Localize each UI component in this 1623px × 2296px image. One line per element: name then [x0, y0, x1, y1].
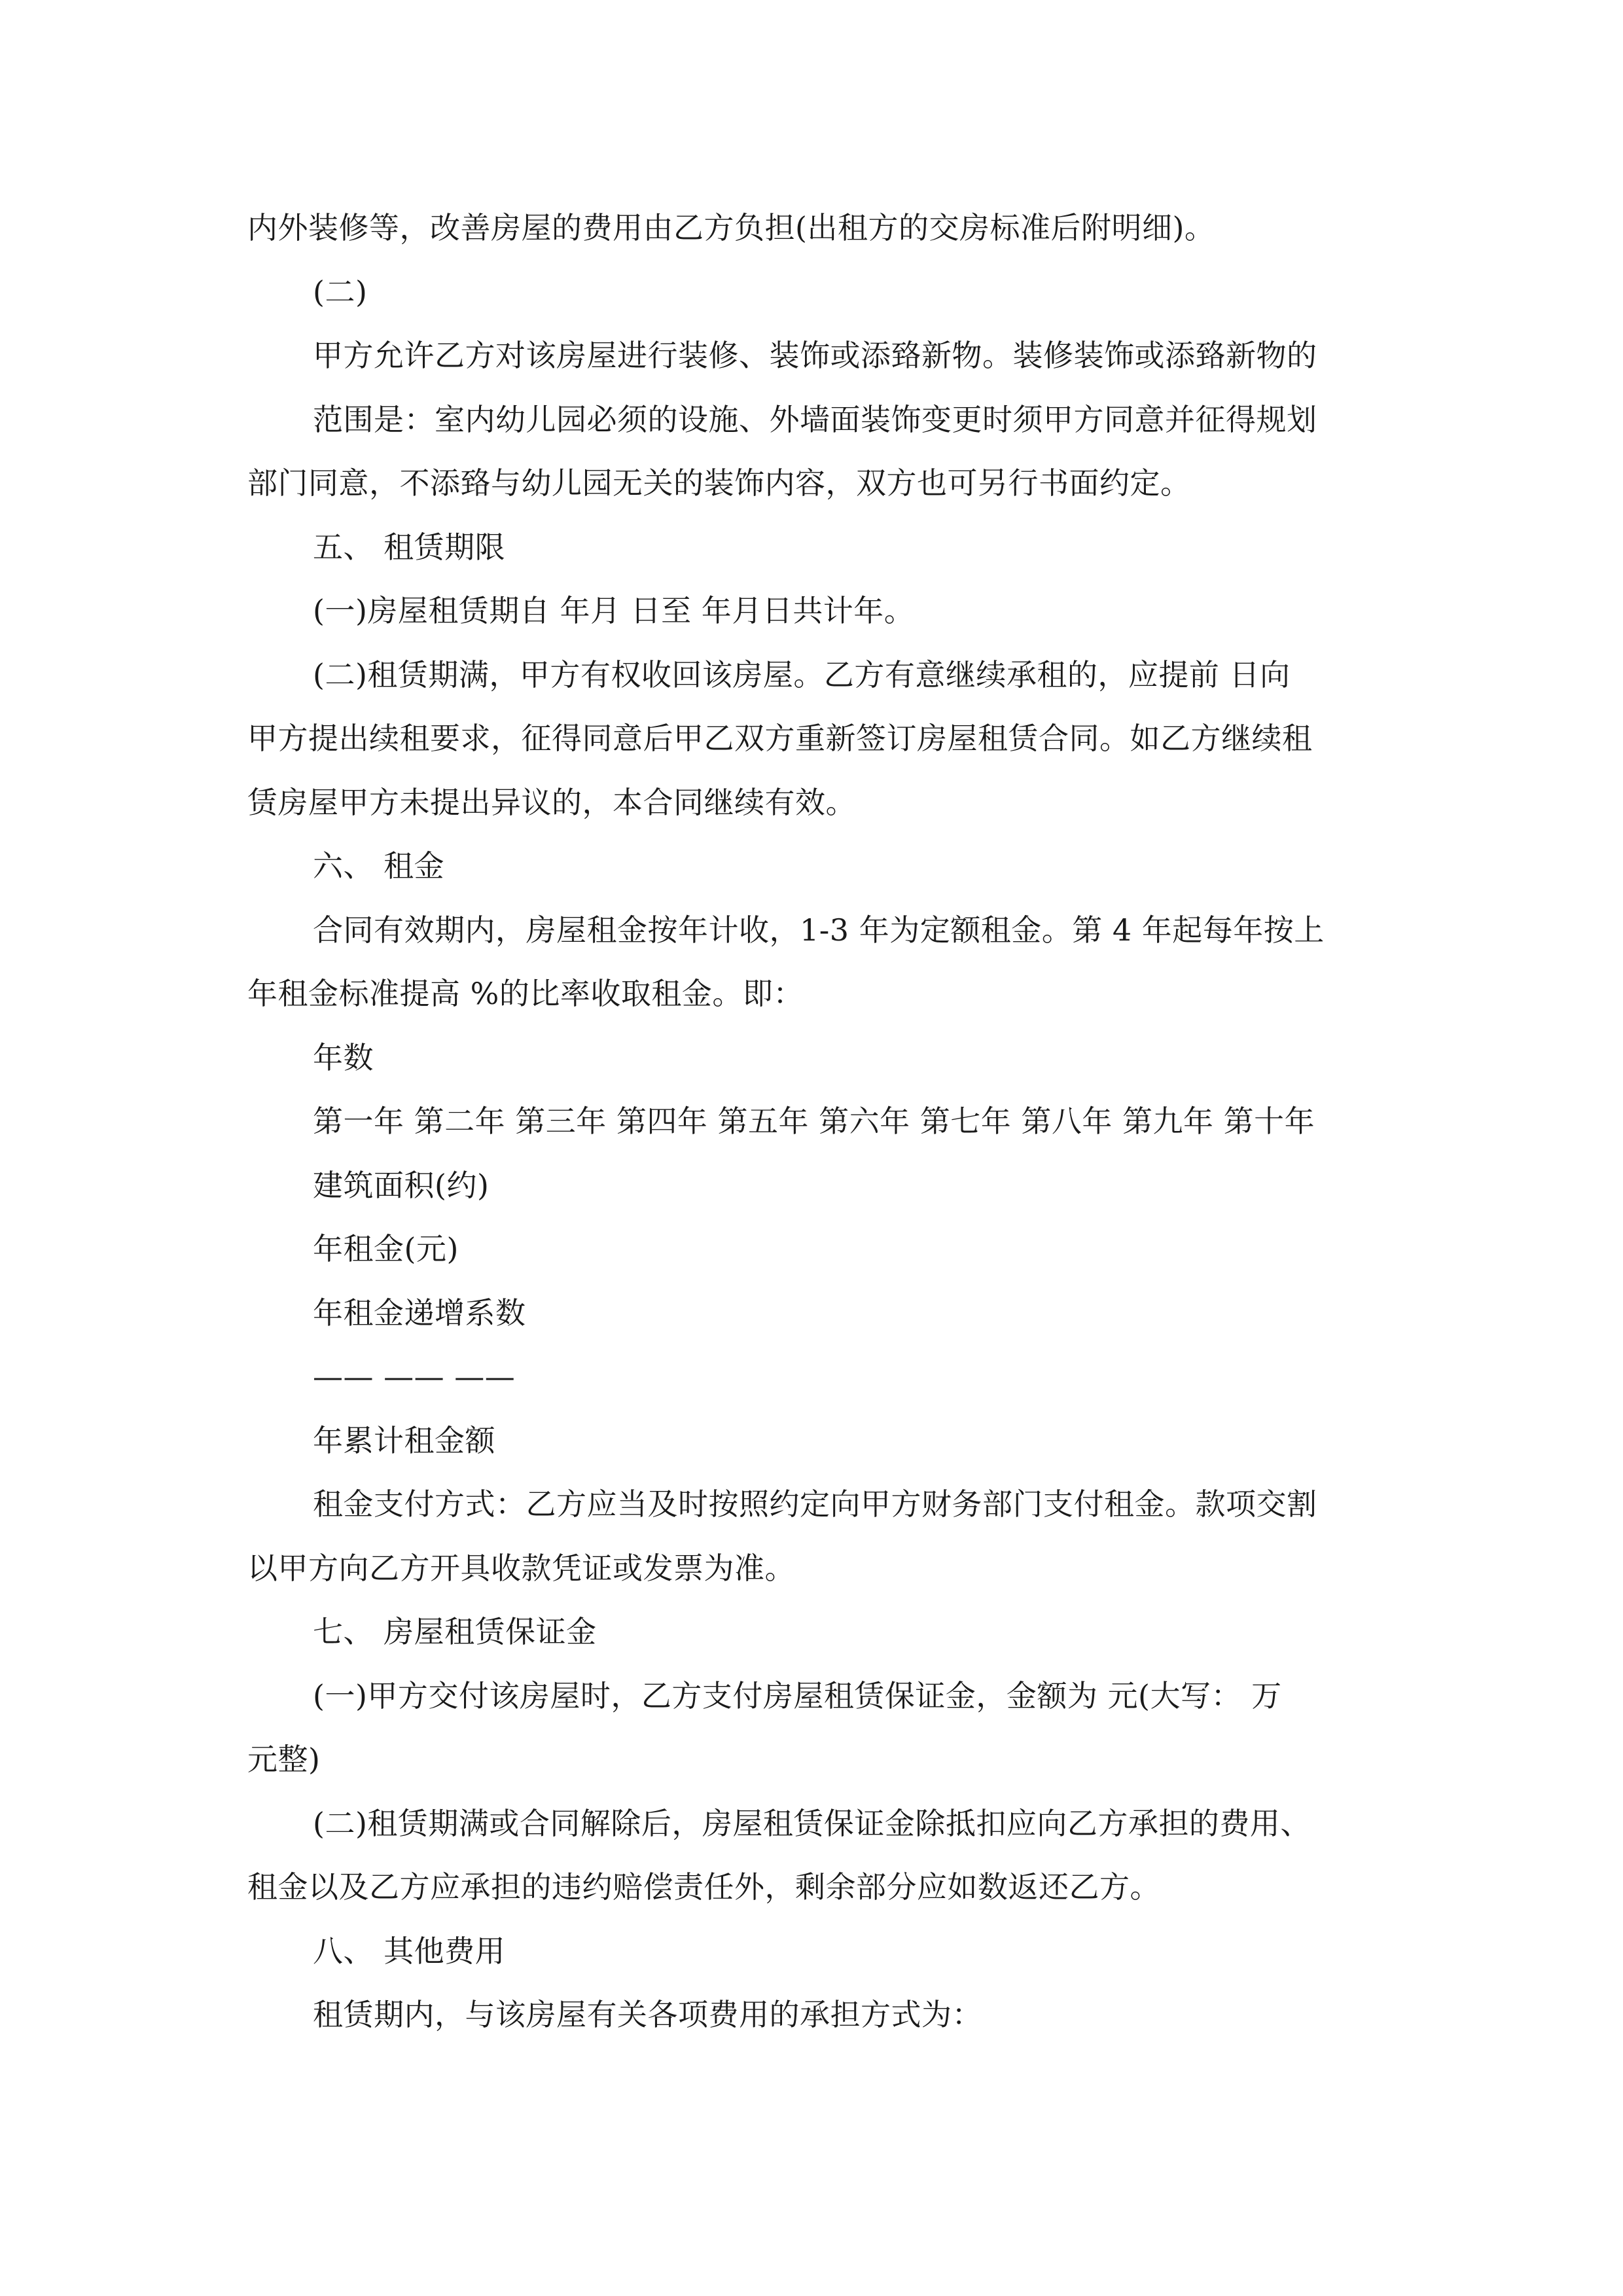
text-line: 内外装修等，改善房屋的费用由乙方负担(出租方的交房标准后附明细)。 — [247, 210, 1215, 245]
text-line: (一)甲方交付该房屋时，乙方支付房屋租赁保证金，金额为 元(大写： 万 — [313, 1677, 1282, 1713]
text-line: 租金支付方式：乙方应当及时按照约定向甲方财务部门支付租金。款项交割 — [313, 1486, 1317, 1522]
table-row-label: 年累计租金额 — [313, 1422, 495, 1458]
text-line: 租赁期内，与该房屋有关各项费用的承担方式为： — [313, 1997, 982, 2032]
text-line: 甲方提出续租要求，征得同意后甲乙双方重新签订房屋租赁合同。如乙方继续租 — [247, 721, 1313, 756]
text-line: 以甲方向乙方开具收款凭证或发票为准。 — [247, 1550, 795, 1586]
text-line: 年租金标准提高 %的比率收取租金。即： — [247, 976, 804, 1011]
text-line: 元整) — [247, 1742, 321, 1777]
section-heading: 七、 房屋租赁保证金 — [313, 1614, 597, 1649]
text-line: 赁房屋甲方未提出异议的，本合同继续有效。 — [247, 784, 856, 820]
text-line: (一)房屋租赁期自 年月 日至 年月日共计年。 — [313, 593, 915, 628]
text-line: (二)租赁期满或合同解除后，房屋租赁保证金除抵扣应向乙方承担的费用、 — [313, 1805, 1311, 1841]
table-year-headers: 第一年 第二年 第三年 第四年 第五年 第六年 第七年 第八年 第九年 第十年 — [313, 1103, 1315, 1139]
section-heading: 五、 租赁期限 — [313, 529, 506, 565]
text-line: (二)租赁期满，甲方有权收回该房屋。乙方有意继续承租的，应提前 日向 — [313, 656, 1291, 692]
text-line: 合同有效期内，房屋租金按年计收，1-3 年为定额租金。第 4 年起每年按上 — [313, 912, 1325, 948]
section-heading: 八、 其他费用 — [313, 1933, 506, 1969]
table-dash-cells: —— —— —— — [313, 1359, 516, 1394]
table-row-label: 年租金递增系数 — [313, 1295, 526, 1331]
section-heading: 六、 租金 — [313, 848, 445, 884]
subsection-marker: (二) — [313, 274, 368, 310]
table-row-label: 年租金(元) — [313, 1231, 459, 1266]
text-line: 部门同意，不添臵与幼儿园无关的装饰内容，双方也可另行书面约定。 — [247, 465, 1191, 501]
document-body — [247, 196, 1380, 2047]
text-line: 租金以及乙方应承担的违约赔偿责任外，剩余部分应如数返还乙方。 — [247, 1869, 1160, 1905]
text-line: 甲方允许乙方对该房屋进行装修、装饰或添臵新物。装修装饰或添臵新物的 — [313, 338, 1317, 373]
table-row-label: 年数 — [313, 1039, 374, 1075]
table-row-label: 建筑面积(约) — [313, 1167, 490, 1203]
text-line: 范围是：室内幼儿园必须的设施、外墙面装饰变更时须甲方同意并征得规划 — [313, 401, 1317, 437]
